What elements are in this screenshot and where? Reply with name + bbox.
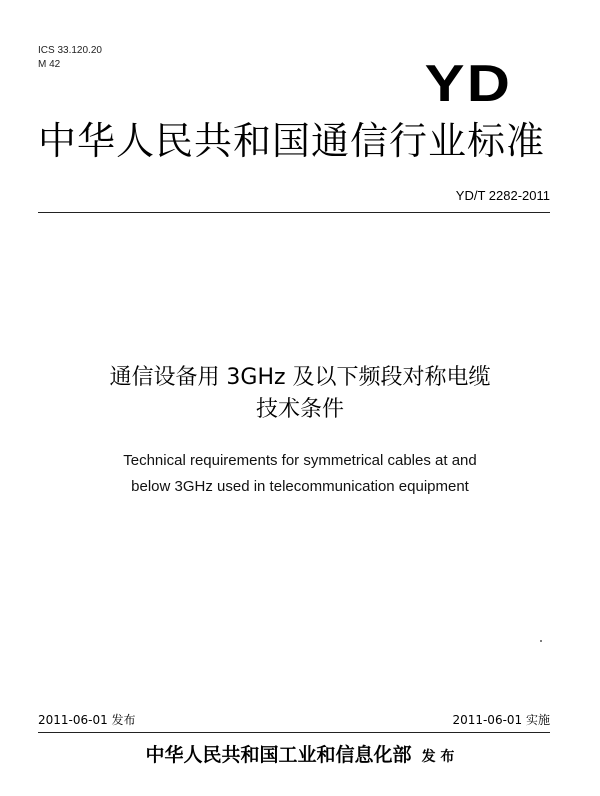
document-title-chinese-line1: 通信设备用 3GHz 及以下频段对称电缆 — [109, 365, 491, 390]
document-title-english — [0, 448, 600, 500]
ccs-code: M 42 — [38, 59, 61, 70]
publisher-line — [0, 742, 600, 770]
document-title-english-line1: Technical requirements for symmetrical cables at and — [123, 452, 477, 469]
implementation-date: 2011-06-01 实施 — [452, 713, 550, 727]
document-title-english-line2: below 3GHz used in telecommunication equipment — [131, 478, 469, 495]
scan-speck — [540, 640, 542, 642]
issue-date: 2011-06-01 发布 — [38, 713, 136, 727]
yd-logo: YD — [424, 55, 512, 113]
document-title-chinese-line2: 技术条件 — [255, 397, 344, 422]
header-divider — [38, 212, 550, 213]
standard-number: YD/T 2282-2011 — [455, 188, 550, 203]
publisher-name: 中华人民共和国工业和信息化部 — [145, 744, 412, 766]
footer-divider — [38, 732, 550, 733]
publisher-verb: 发 布 — [421, 749, 455, 765]
standard-category-title: 中华人民共和国通信行业标准 — [38, 119, 546, 163]
ics-code: ICS 33.120.20 — [38, 45, 102, 56]
classification-codes — [38, 44, 102, 72]
document-title-chinese — [0, 362, 600, 426]
